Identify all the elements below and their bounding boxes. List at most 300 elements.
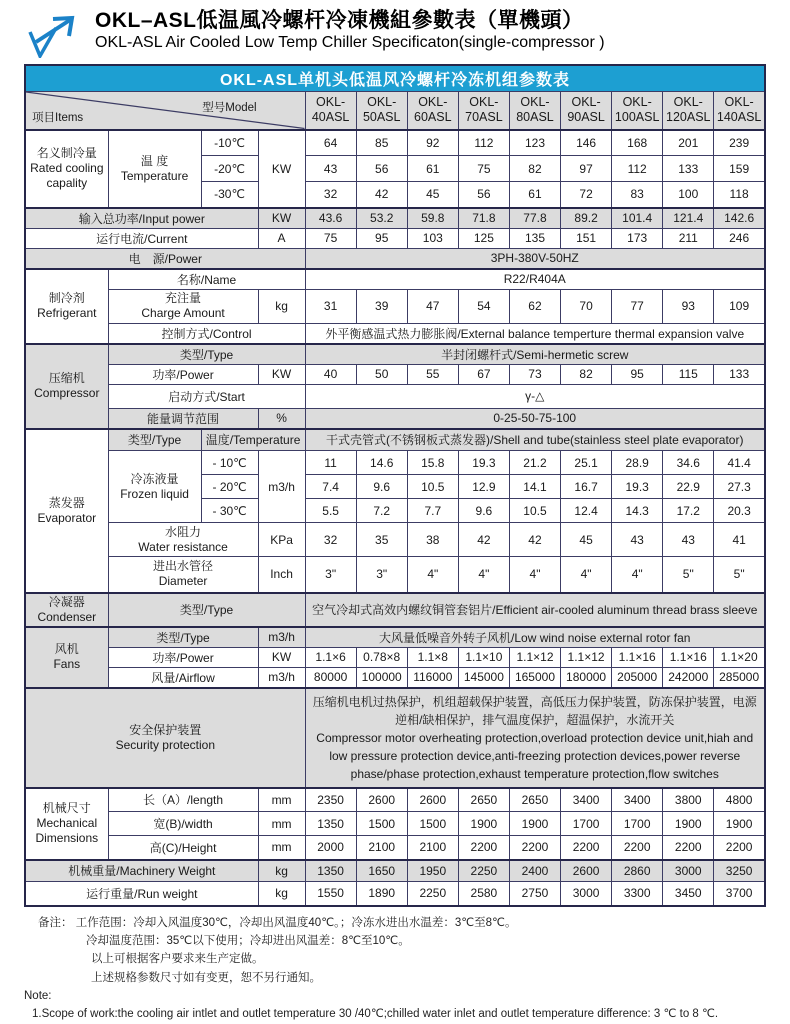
spec-value: 1.1×8 [407,647,458,667]
label-evaporator-type: 类型/Type [108,429,201,451]
spec-value: 55 [407,364,458,384]
spec-value: 168 [612,130,663,156]
spec-value: 2250 [458,860,509,882]
model-prefix: OKL- [367,94,397,109]
spec-row-width [25,812,765,836]
model-column-header [714,92,765,130]
page-subtitle: OKL-ASL Air Cooled Low Temp Chiller Specificaton(single-compressor ) [95,34,605,52]
value-control: 外平衡感温式热力膨胀阀/External balance temperture thermal expansion valve [305,323,765,344]
spec-value: 145000 [458,667,509,688]
label-rated-cooling: 名义制冷量 Rated cooling capality [25,130,108,208]
unit-kw: KW [258,208,305,229]
spec-value: 100 [663,182,714,208]
spec-value: 3800 [663,788,714,812]
label-security-protection: 安全保护装置 Security protection [25,688,305,788]
spec-value: 20.3 [714,499,765,523]
spec-value: 1.1×16 [663,647,714,667]
model-prefix: OKL- [469,94,499,109]
spec-value: 2100 [407,836,458,860]
label-frozen-liquid: 冷冻液量 Frozen liquid [108,451,201,523]
unit-percent: % [258,408,305,429]
label-energy-range: 能量调节范围 [108,408,258,429]
spec-value: 10.5 [407,475,458,499]
label-condenser: 冷凝器 Condenser [25,593,108,627]
spec-value: 38 [407,523,458,557]
spec-value: 7.2 [356,499,407,523]
label-minus10: -10℃ [201,130,258,156]
spec-value: 1.1×12 [561,647,612,667]
spec-value: 101.4 [612,208,663,229]
table-banner: OKL-ASL单机头低温风冷螺杆冷冻机组参数表 [25,65,765,92]
spec-value: 61 [509,182,560,208]
spec-value: 112 [612,156,663,182]
model-column-header [356,92,407,130]
model-header-row [25,92,765,130]
label-run-weight: 运行重量/Run weight [25,882,258,906]
spec-value: 1500 [407,812,458,836]
model-prefix: OKL- [316,94,346,109]
spec-value: 4" [561,557,612,593]
label-minus30: -30℃ [201,182,258,208]
spec-value: 3400 [561,788,612,812]
spec-value: 4" [612,557,663,593]
label-diameter: 进出水管径 Diameter [108,557,258,593]
spec-value: 2600 [356,788,407,812]
spec-value: 1550 [305,882,356,906]
spec-value: 17.2 [663,499,714,523]
spec-value: 92 [407,130,458,156]
model-column-header [407,92,458,130]
spec-value: 45 [407,182,458,208]
model-number: 80ASL [516,110,554,125]
label-charge-amount: 充注量 Charge Amount [108,289,258,323]
label-refrigerant: 制冷剂 Refrigerant [25,269,108,344]
spec-row-frozen-10 [25,451,765,475]
spec-value: 3450 [663,882,714,906]
label-compressor-type: 类型/Type [108,344,305,365]
model-prefix: OKL- [673,94,703,109]
spec-row-cooling-10 [25,130,765,156]
spec-table [24,64,766,907]
spec-value: 2600 [407,788,458,812]
label-fan-power: 功率/Power [108,647,258,667]
spec-value: 0.78×8 [356,647,407,667]
spec-value: 14.6 [356,451,407,475]
spec-value: 116000 [407,667,458,688]
spec-value: 2650 [509,788,560,812]
model-column-header [663,92,714,130]
spec-value: 27.3 [714,475,765,499]
spec-value: 42 [458,523,509,557]
label-evaporator: 蒸发器 Evaporator [25,429,108,593]
spec-value: 85 [356,130,407,156]
spec-value: 72 [561,182,612,208]
spec-row-evaporator-type [25,429,765,451]
unit-kw: KW [258,364,305,384]
spec-value: 118 [714,182,765,208]
spec-value: 3300 [612,882,663,906]
spec-value: 42 [509,523,560,557]
spec-value: 1900 [663,812,714,836]
spec-value: 2350 [305,788,356,812]
label-minus30: - 30℃ [201,499,258,523]
spec-value: 1700 [612,812,663,836]
spec-value: 77.8 [509,208,560,229]
spec-value: 89.2 [561,208,612,229]
model-column-header [509,92,560,130]
label-fan-type: 类型/Type [108,627,258,648]
unit-kg: kg [258,860,305,882]
spec-value: 1.1×16 [612,647,663,667]
spec-value: 173 [612,228,663,248]
spec-value: 1900 [509,812,560,836]
spec-value: 54 [458,289,509,323]
spec-value: 95 [356,228,407,248]
spec-value: 123 [509,130,560,156]
spec-value: 205000 [612,667,663,688]
spec-value: 25.1 [561,451,612,475]
spec-value: 1.1×20 [714,647,765,667]
spec-value: 2200 [612,836,663,860]
spec-value: 1950 [407,860,458,882]
value-energy-range: 0-25-50-75-100 [305,408,765,429]
label-machinery-weight: 机械重量/Machinery Weight [25,860,258,882]
spec-value: 2000 [305,836,356,860]
model-number: 70ASL [465,110,503,125]
spec-row-refrigerant-name [25,269,765,290]
label-input-power: 输入总功率/Input power [25,208,258,229]
spec-value: 3700 [714,882,765,906]
label-power-supply: 电 源/Power [25,248,305,269]
spec-row-water-resistance [25,523,765,557]
spec-value: 3000 [663,860,714,882]
spec-value: 2860 [612,860,663,882]
spec-value: 109 [714,289,765,323]
spec-value: 133 [714,364,765,384]
spec-value: 1.1×6 [305,647,356,667]
spec-value: 201 [663,130,714,156]
unit-kpa: KPa [258,523,305,557]
spec-value: 5.5 [305,499,356,523]
spec-row-diameter [25,557,765,593]
spec-value: 180000 [561,667,612,688]
spec-value: 73 [509,364,560,384]
model-number: 120ASL [666,110,711,125]
spec-value: 14.1 [509,475,560,499]
unit-kg: kg [258,289,305,323]
spec-value: 5" [714,557,765,593]
unit-mm: mm [258,788,305,812]
label-evaporator-temp: 温度/Temperature [201,429,305,451]
spec-value: 242000 [663,667,714,688]
label-width: 宽(B)/width [108,812,258,836]
spec-value: 82 [509,156,560,182]
spec-value: 1900 [458,812,509,836]
spec-value: 211 [663,228,714,248]
brand-arrow-icon [26,12,84,58]
spec-value: 2400 [509,860,560,882]
label-start-mode: 启动方式/Start [108,384,305,408]
spec-value: 165000 [509,667,560,688]
spec-value: 19.3 [458,451,509,475]
spec-value: 4" [509,557,560,593]
value-fan-type: 大风量低噪音外转子风机/Low wind noise external rotor fan [305,627,765,648]
spec-row-compressor-power [25,364,765,384]
note-line-4: 上述规格参数尺寸如有变更，恕不另行通知。 [91,971,321,984]
value-security-protection [305,688,765,788]
spec-value: 50 [356,364,407,384]
spec-value: 2580 [458,882,509,906]
unit-mm: mm [258,812,305,836]
footnotes [21,914,769,1024]
spec-value: 42 [356,182,407,208]
label-control: 控制方式/Control [108,323,305,344]
value-compressor-type: 半封闭螺杆式/Semi-hermetic screw [305,344,765,365]
spec-value: 3400 [612,788,663,812]
spec-value: 1900 [714,812,765,836]
spec-value: 61 [407,156,458,182]
spec-row-security [25,688,765,788]
spec-row-control [25,323,765,344]
model-number: 100ASL [614,110,660,125]
table-corner-cell [25,92,305,130]
spec-value: 2200 [663,836,714,860]
spec-value: 125 [458,228,509,248]
spec-value: 103 [407,228,458,248]
spec-value: 1.1×10 [458,647,509,667]
spec-value: 3" [305,557,356,593]
spec-value: 1700 [561,812,612,836]
spec-value: 43 [663,523,714,557]
spec-value: 7.7 [407,499,458,523]
spec-value: 142.6 [714,208,765,229]
spec-value: 1350 [305,812,356,836]
spec-value: 32 [305,182,356,208]
model-prefix: OKL- [520,94,550,109]
corner-model-label: 型号Model [202,102,257,114]
label-mechanical-dimensions: 机械尺寸 Mechanical Dimensions [25,788,108,860]
model-column-header [612,92,663,130]
value-power-supply: 3PH-380V-50HZ [305,248,765,269]
spec-value: 2750 [509,882,560,906]
unit-m3h: m3/h [258,667,305,688]
model-prefix: OKL- [571,94,601,109]
spec-value: 3" [356,557,407,593]
spec-value: 121.4 [663,208,714,229]
spec-value: 22.9 [663,475,714,499]
spec-value: 67 [458,364,509,384]
spec-value: 2200 [458,836,509,860]
spec-value: 133 [663,156,714,182]
spec-row-condenser [25,593,765,627]
spec-value: 11 [305,451,356,475]
spec-value: 21.2 [509,451,560,475]
model-column-header [305,92,356,130]
spec-value: 59.8 [407,208,458,229]
spec-row-length [25,788,765,812]
label-minus20: -20℃ [201,156,258,182]
spec-value: 39 [356,289,407,323]
spec-row-input-power [25,208,765,229]
spec-value: 40 [305,364,356,384]
spec-row-fan-power [25,647,765,667]
label-temperature: 温 度 Temperature [108,130,201,208]
spec-value: 53.2 [356,208,407,229]
spec-value: 115 [663,364,714,384]
spec-value: 9.6 [356,475,407,499]
label-length: 长（A）/length [108,788,258,812]
spec-value: 14.3 [612,499,663,523]
spec-value: 135 [509,228,560,248]
label-compressor-power: 功率/Power [108,364,258,384]
model-prefix: OKL- [622,94,652,109]
model-column-header [561,92,612,130]
unit-kw: KW [258,647,305,667]
spec-value: 43 [305,156,356,182]
spec-row-energy-range [25,408,765,429]
spec-row-machinery-weight [25,860,765,882]
spec-value: 146 [561,130,612,156]
label-minus10: - 10℃ [201,451,258,475]
unit-inch: Inch [258,557,305,593]
spec-value: 10.5 [509,499,560,523]
spec-value: 62 [509,289,560,323]
spec-value: 28.9 [612,451,663,475]
spec-value: 151 [561,228,612,248]
unit-m3h: m3/h [258,627,305,648]
value-condenser-type: 空气冷却式高效内螺纹铜管套铝片/Efficient air-cooled aluminum thread brass sleeve [305,593,765,627]
unit-kw: KW [258,130,305,208]
spec-row-run-weight [25,882,765,906]
value-start-mode: γ-△ [305,384,765,408]
spec-value: 80000 [305,667,356,688]
spec-value: 41 [714,523,765,557]
model-number: 40ASL [311,110,350,125]
value-refrigerant-name: R22/R404A [305,269,765,290]
spec-value: 239 [714,130,765,156]
spec-value: 31 [305,289,356,323]
spec-value: 82 [561,364,612,384]
spec-value: 1.1×12 [509,647,560,667]
value-evaporator-type: 干式壳管式(不锈钢板式蒸发器)/Shell and tube(stainless steel plate evaporator) [305,429,765,451]
note-line-2: 冷却温度范围：35℃以下使用；冷却进出风温差：8℃至10℃。 [86,934,410,947]
spec-value: 56 [356,156,407,182]
spec-value: 56 [458,182,509,208]
security-text-zh: 压缩机电机过热保护，机组超载保护装置，高低压力保护装置，防冻保护装置，电源逆相/缺相保护，排气温度保护，超温保护，水流开关 [312,694,757,727]
model-number: 140ASL [716,110,762,125]
model-number: 60ASL [414,110,452,125]
label-refrigerant-name: 名称/Name [108,269,305,290]
spec-value: 2250 [407,882,458,906]
spec-value: 43 [612,523,663,557]
spec-value: 77 [612,289,663,323]
spec-value: 83 [612,182,663,208]
unit-m3h: m3/h [258,451,305,523]
spec-value: 12.4 [561,499,612,523]
spec-value: 75 [458,156,509,182]
spec-value: 16.7 [561,475,612,499]
spec-value: 97 [561,156,612,182]
note-line-1: 备注： 工作范围：冷却入风温度30℃，冷却出风温度40℃。；冷冻水进出水温差：3℃至8℃。 [38,916,517,929]
label-height: 高(C)/Height [108,836,258,860]
spec-value: 285000 [714,667,765,688]
spec-value: 2200 [509,836,560,860]
spec-value: 93 [663,289,714,323]
spec-row-charge [25,289,765,323]
label-minus20: - 20℃ [201,475,258,499]
spec-value: 64 [305,130,356,156]
spec-row-power-supply [25,248,765,269]
spec-value: 246 [714,228,765,248]
page-title: OKL–ASL低温風冷螺杆冷凍機組參數表（單機頭） [95,9,584,32]
note-line-5: Note: [24,990,52,1003]
spec-value: 2200 [714,836,765,860]
label-current: 运行电流/Current [25,228,258,248]
label-water-resistance: 水阻力 Water resistance [108,523,258,557]
model-prefix: OKL- [724,94,754,109]
spec-row-current [25,228,765,248]
spec-value: 1650 [356,860,407,882]
spec-value: 15.8 [407,451,458,475]
spec-value: 47 [407,289,458,323]
spec-row-fan-type [25,627,765,648]
spec-row-start-mode [25,384,765,408]
spec-value: 3250 [714,860,765,882]
model-number: 90ASL [567,110,605,125]
spec-value: 112 [458,130,509,156]
spec-value: 19.3 [612,475,663,499]
unit-a: A [258,228,305,248]
label-fans: 风机 Fans [25,627,108,688]
note-line-6: 1.Scope of work:the cooling air intlet and outlet temperature 30 /40℃;chilled water inlet and outlet temperature difference: 3 ℃ to 8 ℃. [32,1008,719,1021]
spec-value: 2200 [561,836,612,860]
unit-kg: kg [258,882,305,906]
security-text-en: Compressor motor overheating protection,overload protection device unit,hiah and low pressure protection device,anti-freezing protection devices,power reverse phase/phase protection,exhaust temperature protection,flow switches [316,730,754,781]
model-prefix: OKL- [418,94,448,109]
spec-value: 9.6 [458,499,509,523]
spec-value: 2600 [561,860,612,882]
spec-value: 35 [356,523,407,557]
label-airflow: 风量/Airflow [108,667,258,688]
spec-value: 34.6 [663,451,714,475]
spec-value: 159 [714,156,765,182]
title-bar [0,0,790,62]
spec-value: 45 [561,523,612,557]
spec-row-height [25,836,765,860]
spec-row-compressor-type [25,344,765,365]
spec-row-airflow [25,667,765,688]
spec-value: 100000 [356,667,407,688]
spec-value: 3000 [561,882,612,906]
spec-value: 1350 [305,860,356,882]
label-condenser-type: 类型/Type [108,593,305,627]
spec-value: 7.4 [305,475,356,499]
spec-value: 32 [305,523,356,557]
model-number: 50ASL [362,110,401,125]
spec-value: 70 [561,289,612,323]
label-compressor: 压缩机 Compressor [25,344,108,429]
table-banner-row [25,65,765,92]
spec-value: 12.9 [458,475,509,499]
model-column-header [458,92,509,130]
spec-value: 41.4 [714,451,765,475]
spec-value: 4800 [714,788,765,812]
spec-value: 2650 [458,788,509,812]
note-line-3: 以上可根据客户要求来生产定做。 [91,953,264,966]
spec-value: 4" [458,557,509,593]
spec-value: 1500 [356,812,407,836]
spec-value: 71.8 [458,208,509,229]
